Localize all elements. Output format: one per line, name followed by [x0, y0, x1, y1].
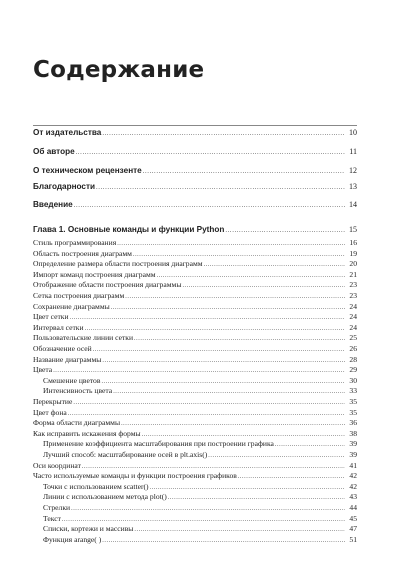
toc-item-page: 24 [349, 312, 357, 322]
toc-item-page: 47 [349, 524, 357, 534]
toc-item-page: 43 [349, 492, 357, 502]
toc-item-page: 16 [349, 238, 357, 247]
toc-item-label: Стиль программирования [33, 238, 117, 247]
toc-item-page: 13 [349, 182, 357, 191]
toc-item-label: Смешение цветов [43, 375, 101, 385]
dot-leader [133, 249, 345, 258]
toc-item-label: Как исправить искажения формы [33, 428, 141, 438]
toc-item-page: 42 [349, 471, 357, 481]
toc-item-label: Текст [43, 513, 61, 523]
toc-item-label: Глава 1. Основные команды и функции Python [33, 225, 225, 234]
toc-chapter-item[interactable] [33, 225, 357, 234]
toc-item-page: 12 [349, 166, 357, 175]
toc-item-label: Благодарности [33, 182, 96, 191]
toc-subsection-item[interactable] [33, 524, 357, 533]
toc-item-label: Область построения диаграмм [33, 248, 132, 258]
toc-item-label: Стрелки [43, 503, 71, 512]
toc-section-item[interactable] [33, 461, 357, 470]
toc-subsection-item[interactable] [33, 386, 357, 395]
toc-front-item[interactable] [33, 166, 357, 175]
dot-leader [93, 344, 345, 353]
toc-item-page: 35 [349, 397, 357, 406]
toc-item-label: Перекрытие [33, 397, 73, 406]
dot-leader [168, 492, 345, 501]
toc-item-label: Введение [33, 200, 73, 209]
dot-leader [121, 418, 345, 427]
dot-leader [208, 450, 345, 459]
toc-subsection-item[interactable] [33, 492, 357, 501]
dot-leader [182, 280, 345, 289]
toc-section-item[interactable] [33, 408, 357, 417]
toc-item-page: 24 [349, 301, 357, 311]
toc-item-page: 33 [349, 386, 357, 396]
toc-item-label: Оси координат [33, 460, 81, 470]
dot-leader [134, 333, 345, 342]
dot-leader [96, 182, 345, 191]
toc-subsection-item[interactable] [33, 376, 357, 385]
toc-section-item[interactable] [33, 249, 357, 258]
toc-subsection-item[interactable] [33, 535, 357, 544]
dot-leader [53, 365, 345, 374]
toc-item-page: 44 [349, 503, 357, 512]
toc-item-page: 24 [349, 322, 357, 332]
toc-item-page: 20 [349, 259, 357, 269]
toc-item-page: 26 [349, 344, 357, 353]
dot-leader [143, 166, 345, 175]
toc-item-label: Пользовательские линии сетки [33, 333, 134, 343]
toc-item-page: 39 [349, 439, 357, 449]
dot-leader [113, 386, 345, 395]
toc-item-page: 38 [349, 428, 357, 438]
dot-leader [117, 238, 345, 247]
toc-subsection-item[interactable] [33, 503, 357, 512]
toc-item-page: 45 [349, 513, 357, 523]
toc-section-item[interactable] [33, 291, 357, 300]
dot-leader [157, 270, 345, 279]
toc-item-label: Интенсивность цвета [43, 386, 113, 396]
dot-leader [225, 225, 345, 234]
toc-item-label: Обозначение осей [33, 344, 92, 353]
dot-leader [102, 355, 345, 364]
toc-item-label: Лучший способ: масштабирование осей в plt.axis() [43, 450, 208, 459]
toc-section-item[interactable] [33, 312, 357, 321]
toc-front-item[interactable] [33, 182, 357, 191]
dot-leader [82, 461, 345, 470]
toc-item-label: Линии с использованием метода plot() [43, 492, 167, 502]
toc-front-item[interactable] [33, 147, 357, 156]
toc-item-label: Точки с использованием scatter() [43, 481, 149, 491]
dot-leader [101, 376, 345, 385]
toc-item-page: 25 [349, 333, 357, 343]
toc-item-page: 14 [349, 200, 357, 209]
toc-item-label: О техническом рецензенте [33, 166, 142, 175]
dot-leader [102, 535, 345, 544]
toc-item-label: Об авторе [33, 147, 75, 156]
dot-leader [238, 471, 345, 480]
dot-leader [85, 323, 345, 332]
page-title: Содержание [33, 57, 205, 83]
toc-item-page: 28 [349, 354, 357, 364]
toc-item-page: 15 [349, 225, 357, 234]
toc-section-item[interactable] [33, 344, 357, 353]
toc-section-item[interactable] [33, 270, 357, 279]
dot-leader [74, 200, 345, 209]
toc-item-label: Форма области диаграммы [33, 418, 121, 428]
toc-item-label: Цвета [33, 365, 53, 375]
toc-subsection-item[interactable] [33, 514, 357, 523]
toc-item-label: Функция arange( ) [43, 534, 102, 544]
toc-section-item[interactable] [33, 418, 357, 427]
toc-subsection-item[interactable] [33, 450, 357, 459]
dot-leader [62, 514, 345, 523]
dot-leader [71, 503, 345, 512]
toc-section-item[interactable] [33, 280, 357, 289]
toc-item-page: 42 [349, 481, 357, 491]
toc-item-page: 35 [349, 407, 357, 417]
dot-leader [125, 291, 345, 300]
toc-item-page: 30 [349, 375, 357, 385]
toc-item-label: Сетка построения диаграмм [33, 291, 125, 300]
toc-item-page: 51 [349, 534, 357, 544]
toc-section-item[interactable] [33, 471, 357, 480]
toc-item-label: Часто используемые команды и функции построения графиков [33, 471, 237, 481]
toc-item-page: 41 [349, 460, 357, 470]
toc-item-label: Цвет фона [33, 407, 67, 417]
toc-item-page: 21 [349, 269, 357, 279]
toc-item-label: Интервал сетки [33, 322, 84, 332]
toc-item-label: Цвет сетки [33, 312, 69, 322]
dot-leader [111, 302, 345, 311]
toc-item-page: 19 [349, 248, 357, 258]
toc-front-item[interactable] [33, 200, 357, 209]
toc-item-page: 23 [349, 280, 357, 290]
toc-front-item[interactable] [33, 128, 357, 137]
toc-section-item[interactable] [33, 323, 357, 332]
dot-leader [68, 408, 345, 417]
toc-item-page: 29 [349, 365, 357, 375]
dot-leader [204, 259, 345, 268]
toc-section-item[interactable] [33, 429, 357, 438]
toc-item-label: От издательства [33, 128, 102, 137]
dot-leader [275, 439, 345, 448]
toc-section-item[interactable] [33, 238, 357, 247]
toc-item-page: 36 [349, 418, 357, 428]
toc-item-label: Сохранение диаграммы [33, 301, 110, 311]
toc-item-label: Импорт команд построения диаграмм [33, 269, 156, 279]
top-divider [33, 125, 357, 126]
toc-item-page: 10 [349, 128, 357, 137]
toc-item-label: Списки, кортежи и массивы [43, 524, 134, 534]
toc-section-item[interactable] [33, 259, 357, 268]
dot-leader [73, 397, 345, 406]
dot-leader [76, 147, 345, 156]
toc-subsection-item[interactable] [33, 439, 357, 448]
toc-section-item[interactable] [33, 355, 357, 364]
dot-leader [150, 482, 345, 491]
dot-leader [70, 312, 345, 321]
toc-section-item[interactable] [33, 397, 357, 406]
toc-item-page: 39 [349, 450, 357, 459]
toc-item-label: Определение размера области построения диаграмм [33, 259, 203, 269]
toc-section-item[interactable] [33, 302, 357, 311]
dot-leader [142, 429, 345, 438]
toc-subsection-item[interactable] [33, 482, 357, 491]
toc-item-page: 11 [349, 147, 357, 156]
dot-leader [134, 524, 345, 533]
toc-item-label: Название диаграммы [33, 354, 102, 364]
toc-item-page: 23 [349, 291, 357, 300]
toc-item-label: Применение коэффициента масштабирования при построении графика [43, 439, 274, 449]
dot-leader [102, 128, 345, 137]
toc-section-item[interactable] [33, 365, 357, 374]
toc-section-item[interactable] [33, 333, 357, 342]
toc-item-label: Отображение области построения диаграммы [33, 280, 182, 290]
